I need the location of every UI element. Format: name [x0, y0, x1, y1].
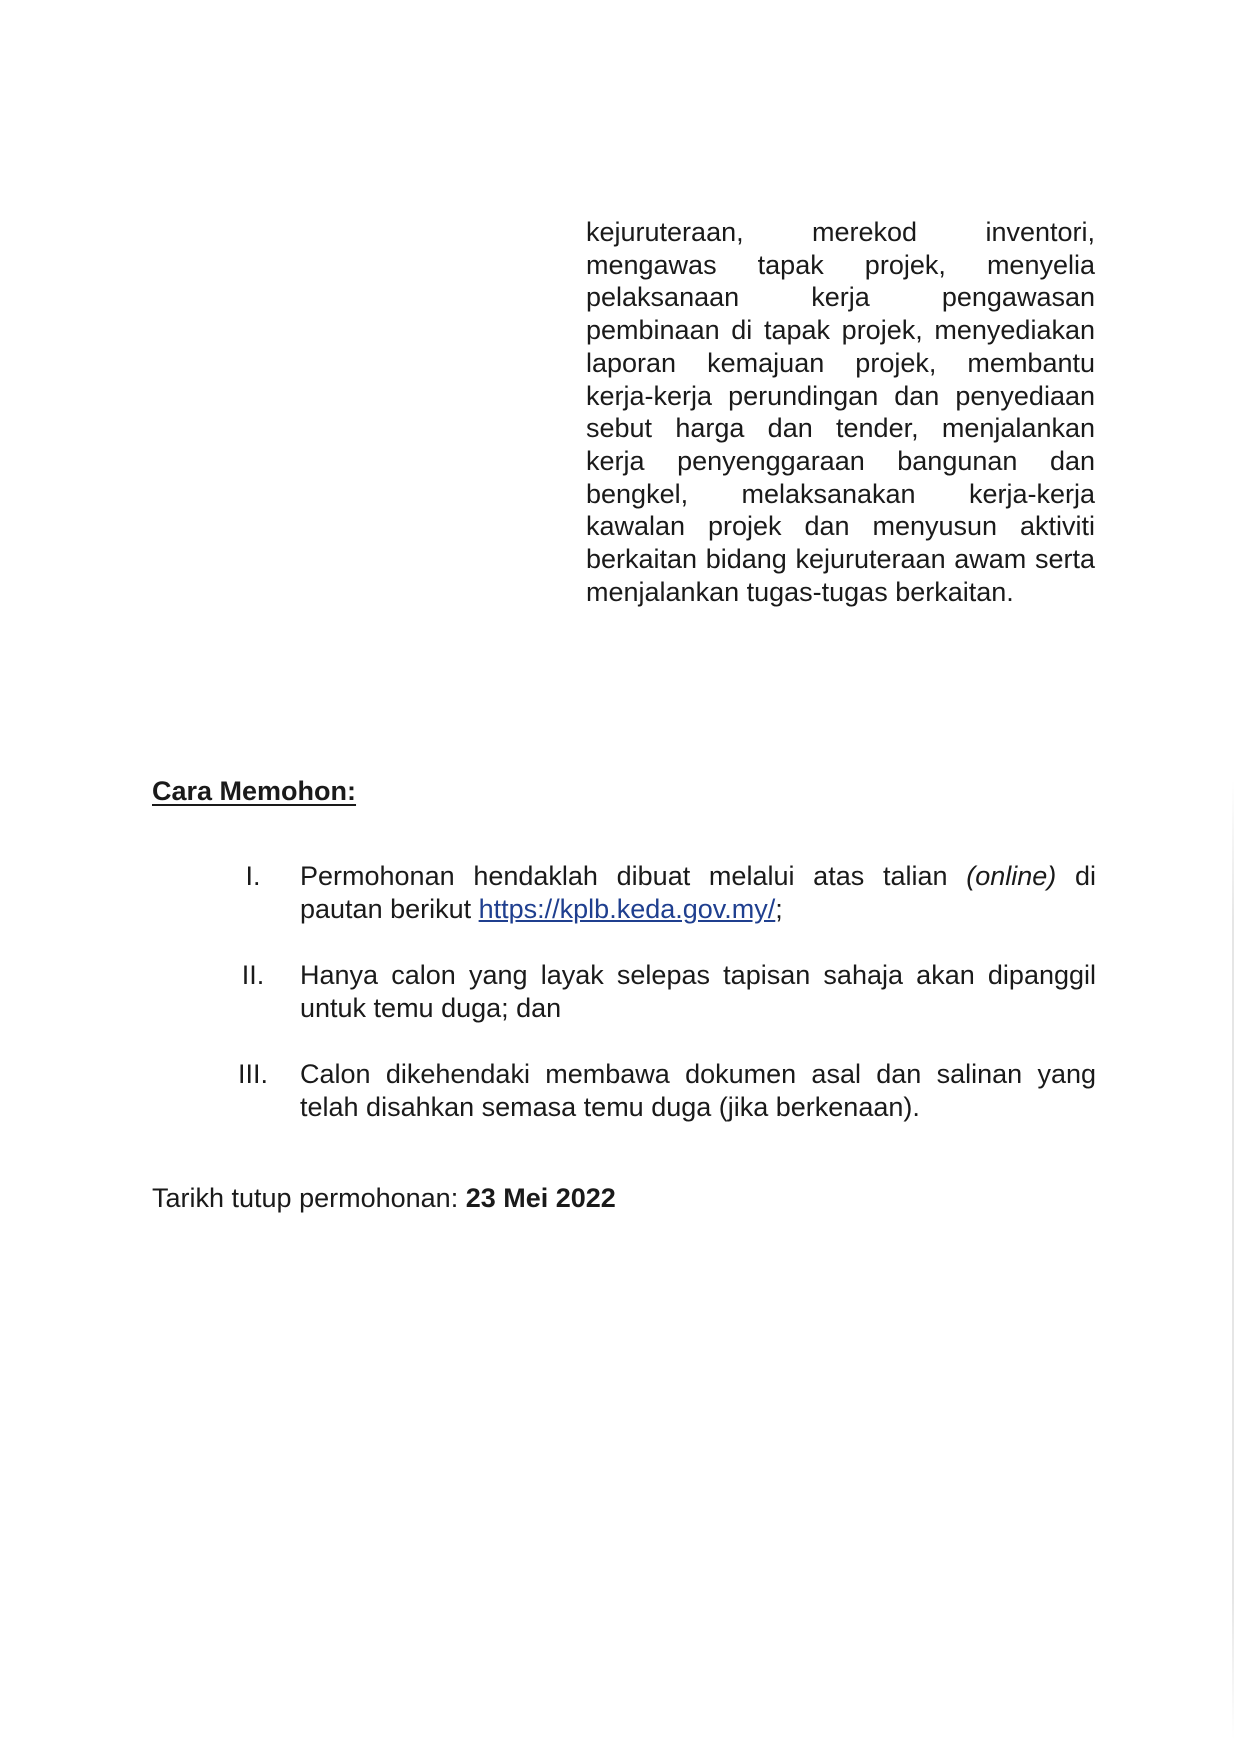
list-item	[152, 959, 1096, 1025]
list-item	[152, 860, 1096, 926]
closing-date-value: 23 Mei 2022	[465, 1183, 616, 1213]
item-text: di pautan berikut	[300, 861, 1096, 924]
item-text: ;	[775, 894, 783, 924]
application-link[interactable]: https://kplb.keda.gov.my/	[478, 894, 776, 924]
item-text: Permohonan hendaklah dibuat melalui atas talian	[300, 861, 967, 891]
list-number: I.	[245, 861, 261, 891]
item-text: Calon dikehendaki membawa dokumen asal dan salinan yang telah disahkan semasa temu duga (jika berkenaan).	[300, 1059, 1096, 1122]
list-number: II.	[241, 960, 265, 990]
item-text: Hanya calon yang layak selepas tapisan sahaja akan dipanggil untuk temu duga; dan	[300, 960, 1096, 1023]
scan-edge-shadow	[1232, 780, 1234, 1740]
list-number: III.	[237, 1059, 268, 1089]
application-steps-list	[152, 860, 1096, 1157]
closing-date-label: Tarikh tutup permohonan:	[152, 1183, 466, 1213]
closing-date-line	[152, 1183, 616, 1214]
item-italic-text: (online)	[966, 861, 1057, 891]
list-item	[152, 1058, 1096, 1124]
section-heading-how-to-apply: Cara Memohon:	[152, 776, 357, 806]
job-duties-paragraph: kejuruteraan, merekod inventori, mengawas tapak projek, menyelia pelaksanaan kerja pengawasan pembinaan di tapak projek, menyediakan laporan kemajuan projek, membantu kerja-kerja perundingan dan penyediaan sebut harga dan tender, menjalankan kerja penyenggaraan bangunan dan bengkel, melaksanakan kerja-kerja kawalan projek dan menyusun aktiviti berkaitan bidang kejuruteraan awam serta menjalankan tugas-tugas berkaitan.	[586, 217, 1095, 607]
